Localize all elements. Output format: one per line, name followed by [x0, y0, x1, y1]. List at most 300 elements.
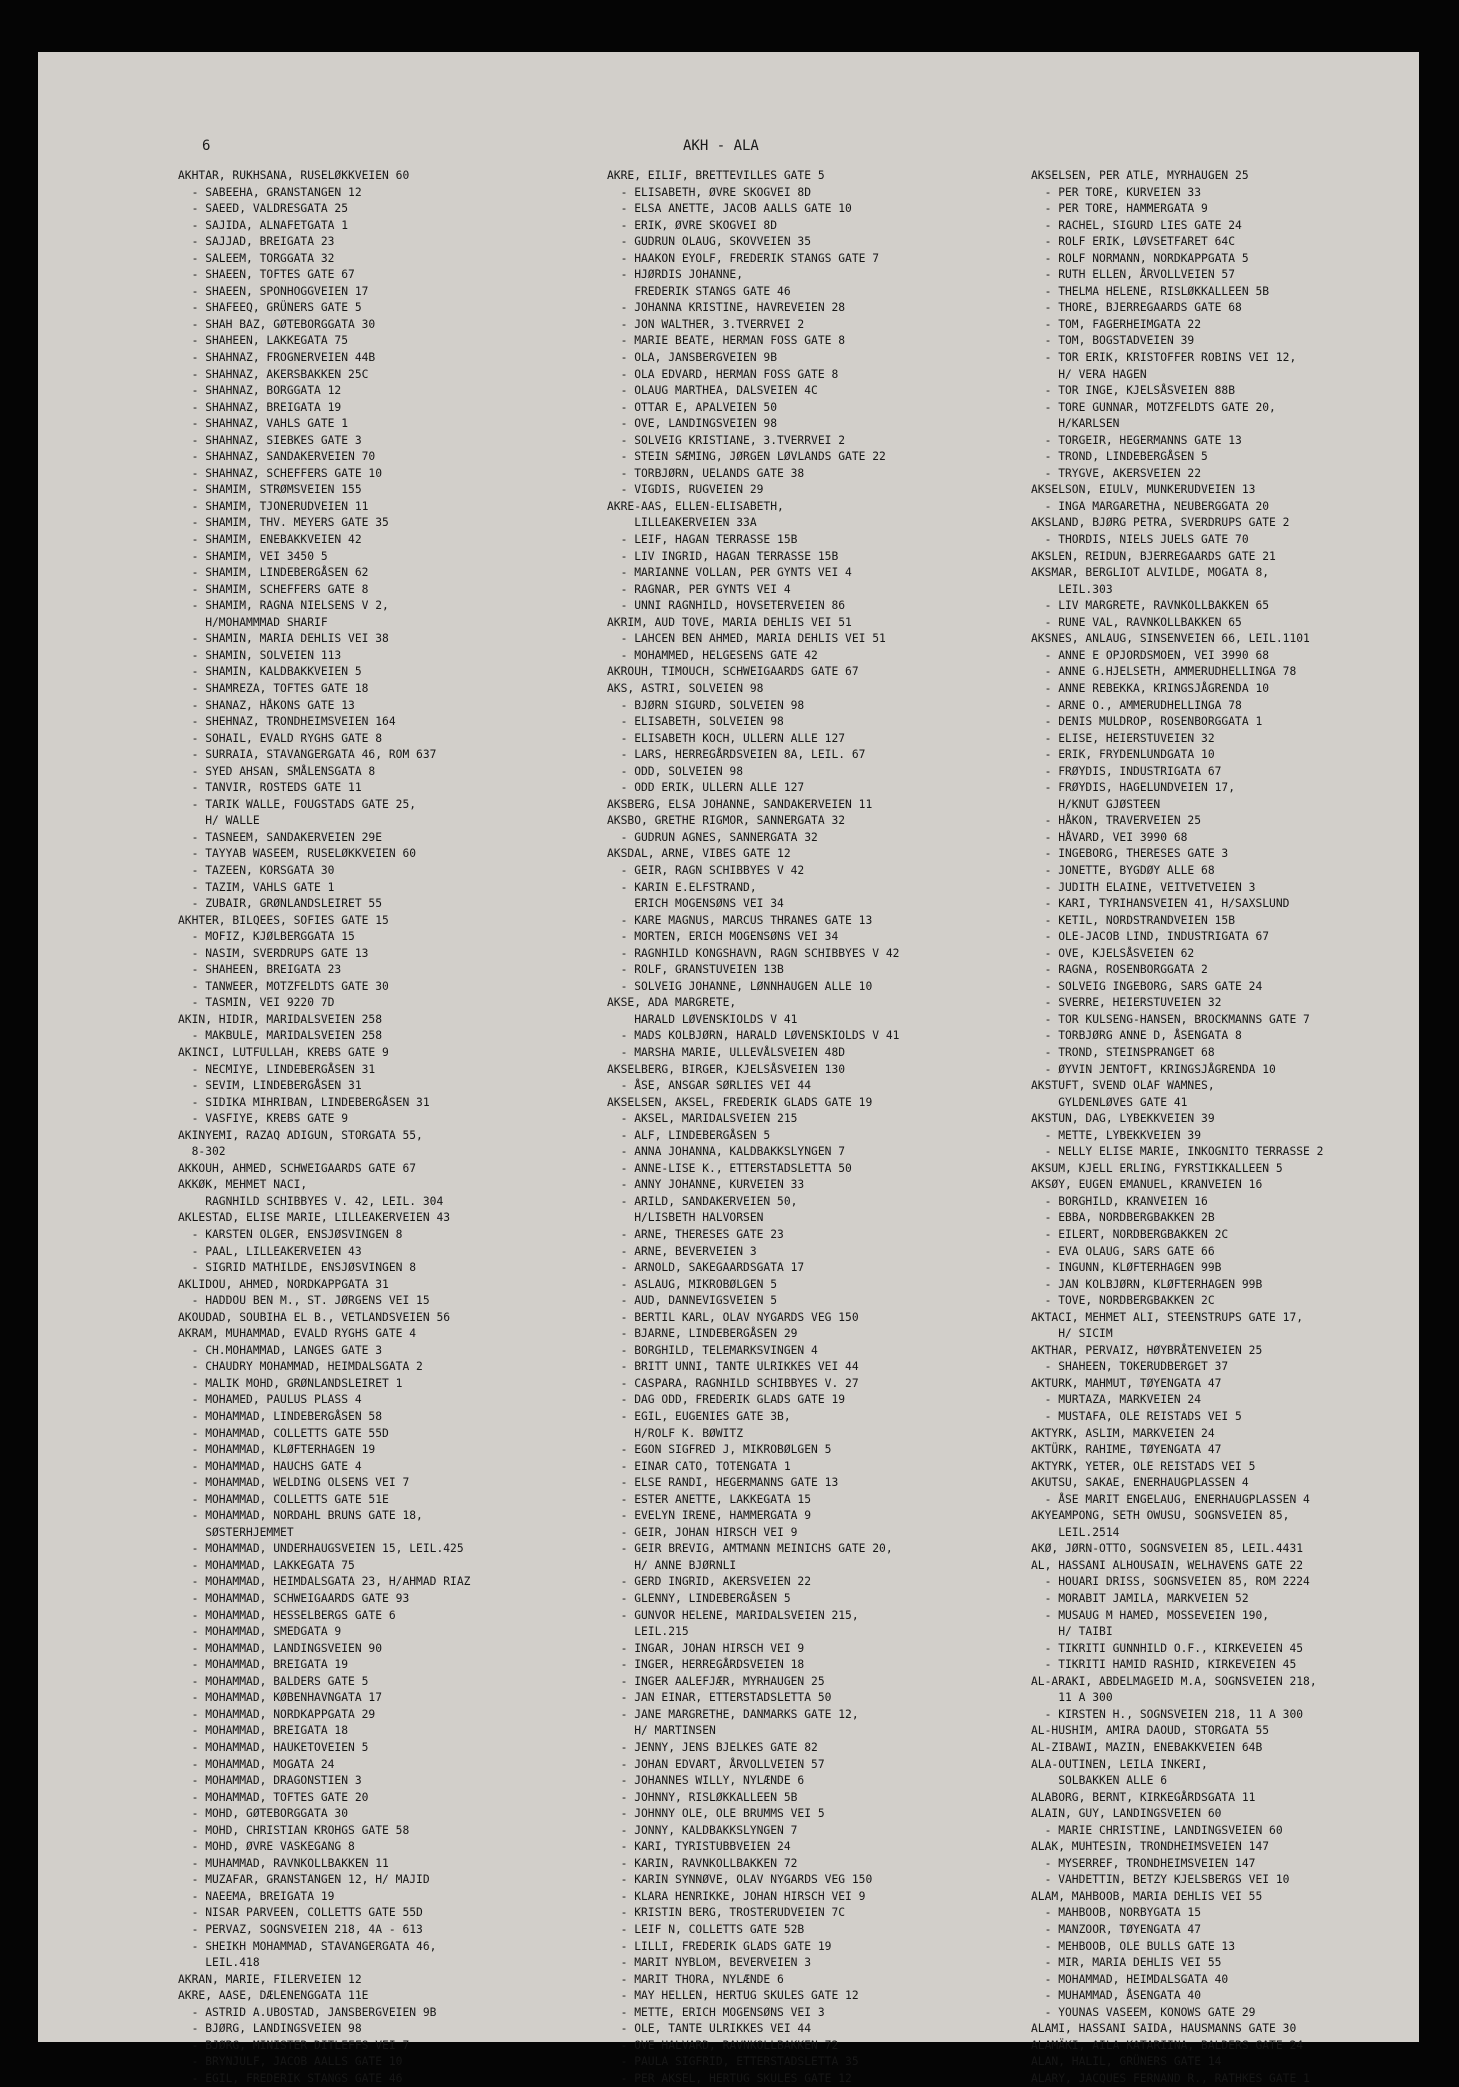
- directory-column-2: [607, 168, 899, 2087]
- page-number: 6: [202, 138, 211, 154]
- directory-entry: - SHAMIM, SCHEFFERS GATE 8: [178, 582, 369, 596]
- directory-entry: - RAGNHILD KONGSHAVN, RAGN SCHIBBYES V 42: [607, 946, 900, 960]
- directory-entry: - TORE GUNNAR, MOTZFELDTS GATE 20,: [1031, 400, 1276, 414]
- directory-entry: - MOHAMMAD, HEIMDALSGATA 23, H/AHMAD RIAZ: [178, 1575, 471, 1589]
- directory-entry: - SOLVEIG INGEBORG, SARS GATE 24: [1031, 979, 1263, 993]
- directory-entry: AKSMAR, BERGLIOT ALVILDE, MOGATA 8,: [1031, 566, 1270, 580]
- directory-entry: - SYED AHSAN, SMÅLENSGATA 8: [178, 764, 376, 778]
- directory-entry: 11 A 300: [1031, 1691, 1113, 1705]
- directory-entry: - ASTRID A.UBOSTAD, JANSBERGVEIEN 9B: [178, 2005, 437, 2019]
- directory-entry: - LIV MARGRETE, RAVNKOLLBAKKEN 65: [1031, 599, 1270, 613]
- directory-entry: - MOHAMMAD, LAKKEGATA 75: [178, 1558, 355, 1572]
- directory-entry: - LEIF N, COLLETTS GATE 52B: [607, 1922, 805, 1936]
- directory-entry: - MOHAMMAD, HEIMDALSGATA 40: [1031, 1972, 1229, 1986]
- directory-entry: - TAZEEN, KORSGATA 30: [178, 863, 335, 877]
- directory-entry: - THORDIS, NIELS JUELS GATE 70: [1031, 533, 1249, 547]
- directory-entry: - MOFIZ, KJØLBERGGATA 15: [178, 930, 355, 944]
- directory-entry: - MURTAZA, MARKVEIEN 24: [1031, 1393, 1202, 1407]
- directory-entry: - PAAL, LILLEAKERVEIEN 43: [178, 1244, 362, 1258]
- directory-entry: - TOR ERIK, KRISTOFFER ROBINS VEI 12,: [1031, 351, 1297, 365]
- directory-entry: - HAAKON EYOLF, FREDERIK STANGS GATE 7: [607, 251, 880, 265]
- directory-entry: - NISAR PARVEEN, COLLETTS GATE 55D: [178, 1906, 423, 1920]
- directory-entry: - JONETTE, BYGDØY ALLE 68: [1031, 863, 1215, 877]
- directory-entry: - MAHBOOB, NORBYGATA 15: [1031, 1906, 1202, 1920]
- directory-entry: - MOHAMMAD, SCHWEIGAARDS GATE 93: [178, 1592, 410, 1606]
- directory-entry: - KARIN, RAVNKOLLBAKKEN 72: [607, 1856, 798, 1870]
- directory-entry: - MUSAUG M HAMED, MOSSEVEIEN 190,: [1031, 1608, 1270, 1622]
- directory-entry: - THORE, BJERREGAARDS GATE 68: [1031, 301, 1242, 315]
- directory-entry: AKLESTAD, ELISE MARIE, LILLEAKERVEIEN 43: [178, 1211, 451, 1225]
- directory-entry: - MOHD, ØVRE VASKEGANG 8: [178, 1840, 355, 1854]
- directory-entry: AKOUDAD, SOUBIHA EL B., VETLANDSVEIEN 56: [178, 1310, 451, 1324]
- directory-entry: - MARIE BEATE, HERMAN FOSS GATE 8: [607, 334, 846, 348]
- directory-entry: - MAY HELLEN, HERTUG SKULES GATE 12: [607, 1989, 859, 2003]
- directory-entry: - PERVAZ, SOGNSVEIEN 218, 4A - 613: [178, 1922, 423, 1936]
- directory-entry: - JOHANNES WILLY, NYLÆNDE 6: [607, 1774, 805, 1788]
- directory-entry: AKTACI, MEHMET ALI, STEENSTRUPS GATE 17,: [1031, 1310, 1304, 1324]
- directory-entry: - SHAEEN, TOFTES GATE 67: [178, 268, 355, 282]
- directory-entry: - RACHEL, SIGURD LIES GATE 24: [1031, 218, 1242, 232]
- directory-entry: AKTYRK, ASLIM, MARKVEIEN 24: [1031, 1426, 1215, 1440]
- directory-entry: - MORTEN, ERICH MOGENSØNS VEI 34: [607, 930, 839, 944]
- directory-entry: - YOUNAS VASEEM, KONOWS GATE 29: [1031, 2005, 1256, 2019]
- directory-entry: - SHAHEEN, BREIGATA 23: [178, 963, 342, 977]
- directory-entry: AKSBERG, ELSA JOHANNE, SANDAKERVEIEN 11: [607, 797, 873, 811]
- directory-entry: - SHAMREZA, TOFTES GATE 18: [178, 681, 369, 695]
- directory-entry: AL-HUSHIM, AMIRA DAOUD, STORGATA 55: [1031, 1724, 1270, 1738]
- directory-entry: ALAIN, GUY, LANDINGSVEIEN 60: [1031, 1807, 1222, 1821]
- directory-entry: - MARIANNE VOLLAN, PER GYNTS VEI 4: [607, 566, 852, 580]
- directory-entry: - ARILD, SANDAKERVEIEN 50,: [607, 1194, 798, 1208]
- directory-entry: ALARY, JACQUES FERNAND R., RATHKES GATE 1: [1031, 2071, 1310, 2085]
- directory-entry: H/ SICIM: [1031, 1327, 1113, 1341]
- directory-entry: - ALF, LINDEBERGÅSEN 5: [607, 1128, 771, 1142]
- directory-entry: - TIKRITI GUNNHILD O.F., KIRKEVEIEN 45: [1031, 1641, 1304, 1655]
- directory-entry: - ERIK, ØVRE SKOGVEI 8D: [607, 218, 778, 232]
- directory-entry: SOLBAKKEN ALLE 6: [1031, 1774, 1168, 1788]
- directory-entry: - LIV INGRID, HAGAN TERRASSE 15B: [607, 549, 839, 563]
- directory-entry: - TOM, FAGERHEIMGATA 22: [1031, 317, 1202, 331]
- directory-entry: - GEIR, RAGN SCHIBBYES V 42: [607, 863, 805, 877]
- directory-entry: - MEHBOOB, OLE BULLS GATE 13: [1031, 1939, 1236, 1953]
- directory-entry: - MUSTAFA, OLE REISTADS VEI 5: [1031, 1410, 1242, 1424]
- directory-entry: - HADDOU BEN M., ST. JØRGENS VEI 15: [178, 1294, 430, 1308]
- directory-entry: - SHAHNAZ, SCHEFFERS GATE 10: [178, 466, 383, 480]
- directory-entry: - PER AKSEL, HERTUG SKULES GATE 12: [607, 2071, 852, 2085]
- directory-entry: - SHAHNAZ, VAHLS GATE 1: [178, 417, 349, 431]
- directory-entry: - SOHAIL, EVALD RYGHS GATE 8: [178, 731, 383, 745]
- directory-entry: - KLARA HENRIKKE, JOHAN HIRSCH VEI 9: [607, 1889, 866, 1903]
- directory-entry: - NAEEMA, BREIGATA 19: [178, 1889, 335, 1903]
- directory-entry: - TORGEIR, HEGERMANNS GATE 13: [1031, 433, 1242, 447]
- directory-entry: - ANNE-LISE K., ETTERSTADSLETTA 50: [607, 1161, 852, 1175]
- directory-entry: - JOHNNY OLE, OLE BRUMMS VEI 5: [607, 1807, 825, 1821]
- directory-entry: - TIKRITI HAMID RASHID, KIRKEVEIEN 45: [1031, 1658, 1297, 1672]
- directory-entry: H/ VERA HAGEN: [1031, 367, 1147, 381]
- directory-entry: - GLENNY, LINDEBERGÅSEN 5: [607, 1592, 791, 1606]
- directory-entry: - ÅSE MARIT ENGELAUG, ENERHAUGPLASSEN 4: [1031, 1492, 1310, 1506]
- directory-entry: GYLDENLØVES GATE 41: [1031, 1095, 1188, 1109]
- directory-entry: - ASLAUG, MIKROBØLGEN 5: [607, 1277, 778, 1291]
- directory-entry: H/LISBETH HALVORSEN: [607, 1211, 764, 1225]
- page-sheet: [38, 52, 1419, 2085]
- directory-entry: H/KARLSEN: [1031, 417, 1120, 431]
- directory-entry: - GERD INGRID, AKERSVEIEN 22: [607, 1575, 812, 1589]
- directory-entry: - EGON SIGFRED J, MIKROBØLGEN 5: [607, 1443, 832, 1457]
- directory-entry: - MOHAMMAD, DRAGONSTIEN 3: [178, 1774, 362, 1788]
- directory-entry: - OLE, TANTE ULRIKKES VEI 44: [607, 2022, 812, 2036]
- directory-entry: - BRYNJULF, JACOB AALLS GATE 10: [178, 2055, 403, 2069]
- directory-entry: RAGNHILD SCHIBBYES V. 42, LEIL. 304: [178, 1194, 444, 1208]
- directory-entry: - ELISABETH, SOLVEIEN 98: [607, 715, 784, 729]
- directory-entry: - TROND, STEINSPRANGET 68: [1031, 1045, 1215, 1059]
- directory-entry: - BERTIL KARL, OLAV NYGARDS VEG 150: [607, 1310, 859, 1324]
- directory-entry: - ROLF, GRANSTUVEIEN 13B: [607, 963, 784, 977]
- directory-entry: - ODD, SOLVEIEN 98: [607, 764, 744, 778]
- directory-entry: - TORBJØRG ANNE D, ÅSENGATA 8: [1031, 1029, 1242, 1043]
- directory-entry: AKSELBERG, BIRGER, KJELSÅSVEIEN 130: [607, 1062, 846, 1076]
- running-header: AKH - ALA: [683, 138, 759, 154]
- directory-entry: - TAYYAB WASEEM, RUSELØKKVEIEN 60: [178, 847, 417, 861]
- directory-entry: - KARI, TYRIHANSVEIEN 41, H/SAXSLUND: [1031, 897, 1290, 911]
- directory-entry: - TRYGVE, AKERSVEIEN 22: [1031, 466, 1202, 480]
- directory-entry: - SHAHNAZ, BREIGATA 19: [178, 400, 342, 414]
- directory-column-1: [178, 168, 470, 2087]
- directory-entry: - ARNE, BEVERVEIEN 3: [607, 1244, 757, 1258]
- directory-entry: - EINAR CATO, TOTENGATA 1: [607, 1459, 791, 1473]
- directory-entry: - JENNY, JENS BJELKES GATE 82: [607, 1740, 818, 1754]
- directory-entry: - KETIL, NORDSTRANDVEIEN 15B: [1031, 913, 1236, 927]
- directory-entry: - JOHAN EDVART, ÅRVOLLVEIEN 57: [607, 1757, 825, 1771]
- directory-entry: - TOM, BOGSTADVEIEN 39: [1031, 334, 1195, 348]
- directory-entry: - TANWEER, MOTZFELDTS GATE 30: [178, 979, 389, 993]
- directory-entry: - OLAUG MARTHEA, DALSVEIEN 4C: [607, 384, 818, 398]
- directory-entry: - ROLF ERIK, LØVSETFARET 64C: [1031, 235, 1236, 249]
- directory-entry: - CH.MOHAMMAD, LANGES GATE 3: [178, 1343, 383, 1357]
- directory-entry: - MARIE CHRISTINE, LANDINGSVEIEN 60: [1031, 1823, 1283, 1837]
- directory-entry: - UNNI RAGNHILD, HOVSETERVEIEN 86: [607, 599, 846, 613]
- directory-entry: - SHAMIM, ENEBAKKVEIEN 42: [178, 533, 362, 547]
- directory-entry: AKINCI, LUTFULLAH, KREBS GATE 9: [178, 1045, 389, 1059]
- directory-entry: - MOHAMMAD, NORDKAPPGATA 29: [178, 1707, 376, 1721]
- directory-entry: - TOR KULSENG-HANSEN, BROCKMANNS GATE 7: [1031, 1012, 1310, 1026]
- directory-entry: AL-ARAKI, ABDELMAGEID M.A, SOGNSVEIEN 218,: [1031, 1674, 1317, 1688]
- directory-entry: - ANNE E OPJORDSMOEN, VEI 3990 68: [1031, 648, 1270, 662]
- directory-entry: AKRAN, MARIE, FILERVEIEN 12: [178, 1972, 362, 1986]
- directory-entry: - SAEED, VALDRESGATA 25: [178, 202, 349, 216]
- directory-entry: - OLE-JACOB LIND, INDUSTRIGATA 67: [1031, 930, 1270, 944]
- directory-entry: - MOHAMMAD, SMEDGATA 9: [178, 1625, 342, 1639]
- directory-entry: - VASFIYE, KREBS GATE 9: [178, 1112, 349, 1126]
- directory-entry: - ØYVIN JENTOFT, KRINGSJÅGRENDA 10: [1031, 1062, 1276, 1076]
- directory-entry: AKKØK, MEHMET NACI,: [178, 1178, 308, 1192]
- directory-entry: - MIR, MARIA DEHLIS VEI 55: [1031, 1956, 1222, 1970]
- directory-entry: - ELISE, HEIERSTUVEIEN 32: [1031, 731, 1215, 745]
- directory-entry: - INGUNN, KLØFTERHAGEN 99B: [1031, 1261, 1222, 1275]
- directory-entry: - SHAHNAZ, AKERSBAKKEN 25C: [178, 367, 369, 381]
- directory-entry: - SHAFEEQ, GRÜNERS GATE 5: [178, 301, 362, 315]
- directory-entry: H/ MARTINSEN: [607, 1724, 716, 1738]
- directory-entry: - MUHAMMAD, ÅSENGATA 40: [1031, 1989, 1202, 2003]
- directory-entry: - STEIN SÆMING, JØRGEN LØVLANDS GATE 22: [607, 450, 886, 464]
- directory-entry: - SAJJAD, BREIGATA 23: [178, 235, 335, 249]
- directory-entry: - INGA MARGARETHA, NEUBERGGATA 20: [1031, 499, 1270, 513]
- directory-entry: AKSØY, EUGEN EMANUEL, KRANVEIEN 16: [1031, 1178, 1263, 1192]
- directory-entry: - LEIF, HAGAN TERRASSE 15B: [607, 533, 798, 547]
- directory-entry: AKSLAND, BJØRG PETRA, SVERDRUPS GATE 2: [1031, 516, 1290, 530]
- directory-entry: - GEIR, JOHAN HIRSCH VEI 9: [607, 1525, 798, 1539]
- directory-entry: - SHAH BAZ, GØTEBORGGATA 30: [178, 317, 376, 331]
- directory-entry: - MARIT THORA, NYLÆNDE 6: [607, 1972, 784, 1986]
- directory-entry: ERICH MOGENSØNS VEI 34: [607, 897, 784, 911]
- directory-entry: - MOHAMMAD, LANDINGSVEIEN 90: [178, 1641, 383, 1655]
- directory-entry: H/ROLF K. BØWITZ: [607, 1426, 744, 1440]
- directory-entry: - ARNOLD, SAKEGAARDSGATA 17: [607, 1261, 805, 1275]
- directory-entry: - EGIL, EUGENIES GATE 3B,: [607, 1410, 791, 1424]
- directory-entry: - ZUBAIR, GRØNLANDSLEIRET 55: [178, 897, 383, 911]
- directory-entry: AKIN, HIDIR, MARIDALSVEIEN 258: [178, 1012, 383, 1026]
- directory-entry: - SHAMIM, VEI 3450 5: [178, 549, 328, 563]
- directory-entry: H/KNUT GJØSTEEN: [1031, 797, 1161, 811]
- directory-entry: - TAZIM, VAHLS GATE 1: [178, 880, 335, 894]
- directory-entry: - SOLVEIG JOHANNE, LØNNHAUGEN ALLE 10: [607, 979, 873, 993]
- directory-entry: AKSDAL, ARNE, VIBES GATE 12: [607, 847, 791, 861]
- directory-entry: - SALEEM, TORGGATA 32: [178, 251, 335, 265]
- directory-entry: - KARIN SYNNØVE, OLAV NYGARDS VEG 150: [607, 1873, 873, 1887]
- directory-entry: - OVE, LANDINGSVEIEN 98: [607, 417, 778, 431]
- directory-entry: - BORGHILD, TELEMARKSVINGEN 4: [607, 1343, 818, 1357]
- directory-entry: AKLIDOU, AHMED, NORDKAPPGATA 31: [178, 1277, 389, 1291]
- directory-entry: - RAGNAR, PER GYNTS VEI 4: [607, 582, 791, 596]
- directory-entry: - SOLVEIG KRISTIANE, 3.TVERRVEI 2: [607, 433, 846, 447]
- directory-entry: - KRISTIN BERG, TROSTERUDVEIEN 7C: [607, 1906, 846, 1920]
- directory-entry: - SHAMIN, MARIA DEHLIS VEI 38: [178, 632, 389, 646]
- directory-entry: - SAJIDA, ALNAFETGATA 1: [178, 218, 349, 232]
- directory-entry: - TANVIR, ROSTEDS GATE 11: [178, 781, 362, 795]
- directory-entry: AKSBO, GRETHE RIGMOR, SANNERGATA 32: [607, 814, 846, 828]
- directory-entry: AKSNES, ANLAUG, SINSENVEIEN 66, LEIL.1101: [1031, 632, 1310, 646]
- directory-entry: AKSLEN, REIDUN, BJERREGAARDS GATE 21: [1031, 549, 1276, 563]
- directory-entry: LEIL.418: [178, 1956, 260, 1970]
- directory-entry: - OLA, JANSBERGVEIEN 9B: [607, 351, 778, 365]
- directory-entry: - MOHAMMAD, UNDERHAUGSVEIEN 15, LEIL.425: [178, 1542, 464, 1556]
- directory-entry: - EVELYN IRENE, HAMMERGATA 9: [607, 1509, 812, 1523]
- directory-entry: LEIL.2514: [1031, 1525, 1120, 1539]
- directory-entry: - MYSERREF, TRONDHEIMSVEIEN 147: [1031, 1856, 1256, 1870]
- directory-entry: - METTE, LYBEKKVEIEN 39: [1031, 1128, 1202, 1142]
- directory-entry: AL-ZIBAWI, MAZIN, ENEBAKKVEIEN 64B: [1031, 1740, 1263, 1754]
- directory-entry: - MOHAMMAD, NORDAHL BRUNS GATE 18,: [178, 1509, 423, 1523]
- directory-entry: - SHEIKH MOHAMMAD, STAVANGERGATA 46,: [178, 1939, 437, 1953]
- directory-entry: - DAG ODD, FREDERIK GLADS GATE 19: [607, 1393, 846, 1407]
- directory-entry: - MOHAMMAD, KØBENHAVNGATA 17: [178, 1691, 383, 1705]
- directory-entry: - OLA EDVARD, HERMAN FOSS GATE 8: [607, 367, 839, 381]
- directory-entry: - SVERRE, HEIERSTUVEIEN 32: [1031, 996, 1222, 1010]
- directory-entry: - RAGNA, ROSENBORGGATA 2: [1031, 963, 1208, 977]
- directory-entry: - JOHANNA KRISTINE, HAVREVEIEN 28: [607, 301, 846, 315]
- directory-entry: - MOHAMED, PAULUS PLASS 4: [178, 1393, 362, 1407]
- directory-entry: - RUNE VAL, RAVNKOLLBAKKEN 65: [1031, 615, 1242, 629]
- directory-entry: AKSELSEN, AKSEL, FREDERIK GLADS GATE 19: [607, 1095, 873, 1109]
- directory-entry: AKTHAR, PERVAIZ, HØYBRÅTENVEIEN 25: [1031, 1343, 1263, 1357]
- directory-entry: - ANNE REBEKKA, KRINGSJÅGRENDA 10: [1031, 681, 1270, 695]
- directory-entry: AKSELSEN, PER ATLE, MYRHAUGEN 25: [1031, 169, 1249, 182]
- directory-entry: - JAN EINAR, ETTERSTADSLETTA 50: [607, 1691, 832, 1705]
- directory-entry: FREDERIK STANGS GATE 46: [607, 284, 791, 298]
- directory-entry: AKØ, JØRN-OTTO, SOGNSVEIEN 85, LEIL.4431: [1031, 1542, 1304, 1556]
- directory-entry: - KARIN E.ELFSTRAND,: [607, 880, 757, 894]
- directory-entry: - GUDRUN AGNES, SANNERGATA 32: [607, 830, 818, 844]
- directory-entry: - CASPARA, RAGNHILD SCHIBBYES V. 27: [607, 1376, 859, 1390]
- directory-entry: - INGER, HERREGÅRDSVEIEN 18: [607, 1658, 805, 1672]
- directory-entry: - INGER AALEFJÆR, MYRHAUGEN 25: [607, 1674, 825, 1688]
- directory-entry: - SHAHNAZ, SIEBKES GATE 3: [178, 433, 362, 447]
- directory-entry: - ROLF NORMANN, NORDKAPPGATA 5: [1031, 251, 1249, 265]
- directory-entry: - ERIK, FRYDENLUNDGATA 10: [1031, 748, 1215, 762]
- directory-entry: AKSTUFT, SVEND OLAF WAMNES,: [1031, 1079, 1215, 1093]
- directory-entry: - MORABIT JAMILA, MARKVEIEN 52: [1031, 1592, 1249, 1606]
- directory-entry: AKRIM, AUD TOVE, MARIA DEHLIS VEI 51: [607, 615, 852, 629]
- directory-entry: ALAMÄKI, AILA KATARIINA, BALDERS GATE 24: [1031, 2038, 1304, 2052]
- directory-entry: - BORGHILD, KRANVEIEN 16: [1031, 1194, 1208, 1208]
- directory-entry: - INGEBORG, THERESES GATE 3: [1031, 847, 1229, 861]
- directory-entry: - KARI, TYRISTUBBVEIEN 24: [607, 1840, 791, 1854]
- directory-entry: - SHAHNAZ, FROGNERVEIEN 44B: [178, 351, 376, 365]
- directory-entry: - JONNY, KALDBAKKSLYNGEN 7: [607, 1823, 798, 1837]
- directory-entry: - EILERT, NORDBERGBAKKEN 2C: [1031, 1228, 1229, 1241]
- directory-entry: AKHTAR, RUKHSANA, RUSELØKKVEIEN 60: [178, 169, 410, 182]
- directory-entry: - SHAHEEN, TOKERUDBERGET 37: [1031, 1360, 1229, 1374]
- directory-entry: - SHAMIM, THV. MEYERS GATE 35: [178, 516, 389, 530]
- directory-entry: - TORBJØRN, UELANDS GATE 38: [607, 466, 805, 480]
- directory-entry: SØSTERHJEMMET: [178, 1525, 294, 1539]
- directory-entry: - TARIK WALLE, FOUGSTADS GATE 25,: [178, 797, 417, 811]
- directory-entry: - ODD ERIK, ULLERN ALLE 127: [607, 781, 805, 795]
- directory-entry: AKHTER, BILQEES, SOFIES GATE 15: [178, 913, 389, 927]
- directory-entry: - GUNVOR HELENE, MARIDALSVEIEN 215,: [607, 1608, 859, 1622]
- directory-entry: - DENIS MULDROP, ROSENBORGGATA 1: [1031, 715, 1263, 729]
- directory-entry: - MADS KOLBJØRN, HARALD LØVENSKIOLDS V 41: [607, 1029, 900, 1043]
- directory-entry: H/ WALLE: [178, 814, 260, 828]
- directory-entry: - EVA OLAUG, SARS GATE 66: [1031, 1244, 1215, 1258]
- directory-entry: - SABEEHA, GRANSTANGEN 12: [178, 185, 362, 199]
- directory-entry: - MOHAMMED, HELGESENS GATE 42: [607, 648, 818, 662]
- directory-entry: - JUDITH ELAINE, VEITVETVEIEN 3: [1031, 880, 1256, 894]
- directory-entry: - MOHAMMAD, BALDERS GATE 5: [178, 1674, 369, 1688]
- directory-entry: - SEVIM, LINDEBERGÅSEN 31: [178, 1079, 362, 1093]
- directory-entry: - MOHAMMAD, MOGATA 24: [178, 1757, 335, 1771]
- directory-entry: - PER TORE, KURVEIEN 33: [1031, 185, 1202, 199]
- directory-entry: - MOHAMMAD, COLLETTS GATE 55D: [178, 1426, 389, 1440]
- directory-entry: - EGIL, FREDERIK STANGS GATE 46: [178, 2071, 403, 2085]
- directory-entry: - MOHAMMAD, HESSELBERGS GATE 6: [178, 1608, 396, 1622]
- directory-entry: AKTÜRK, RAHIME, TØYENGATA 47: [1031, 1443, 1222, 1457]
- directory-entry: - TOVE, NORDBERGBAKKEN 2C: [1031, 1294, 1215, 1308]
- directory-entry: AKRE, EILIF, BRETTEVILLES GATE 5: [607, 169, 825, 182]
- directory-entry: - KARSTEN OLGER, ENSJØSVINGEN 8: [178, 1228, 403, 1241]
- directory-entry: - MOHAMMAD, LINDEBERGÅSEN 58: [178, 1410, 383, 1424]
- directory-entry: LEIL.215: [607, 1625, 689, 1639]
- directory-entry: - ELSE RANDI, HEGERMANNS GATE 13: [607, 1476, 839, 1490]
- directory-entry: - SHAMIM, RAGNA NIELSENS V 2,: [178, 599, 389, 613]
- directory-entry: - ANNY JOHANNE, KURVEIEN 33: [607, 1178, 805, 1192]
- directory-entry: - ELISABETH KOCH, ULLERN ALLE 127: [607, 731, 846, 745]
- directory-entry: - KARE MAGNUS, MARCUS THRANES GATE 13: [607, 913, 873, 927]
- directory-entry: ALAK, MUHTESIN, TRONDHEIMSVEIEN 147: [1031, 1840, 1270, 1854]
- directory-entry: AKSELSON, EIULV, MUNKERUDVEIEN 13: [1031, 483, 1256, 497]
- directory-entry: - MOHAMMAD, BREIGATA 18: [178, 1724, 349, 1738]
- directory-entry: - SHAEEN, SPONHOGGVEIEN 17: [178, 284, 369, 298]
- directory-entry: - VAHDETTIN, BETZY KJELSBERGS VEI 10: [1031, 1873, 1290, 1887]
- directory-entry: AKYEAMPONG, SETH OWUSU, SOGNSVEIEN 85,: [1031, 1509, 1290, 1523]
- directory-entry: - MOHAMMAD, BREIGATA 19: [178, 1658, 349, 1672]
- directory-entry: - OVE HALVARD, RAVNKOLLBAKKEN 72: [607, 2038, 839, 2052]
- directory-entry: - MARSHA MARIE, ULLEVÅLSVEIEN 48D: [607, 1045, 846, 1059]
- directory-entry: - HÅVARD, VEI 3990 68: [1031, 830, 1188, 844]
- directory-column-3: [1031, 168, 1323, 2087]
- directory-entry: - VIGDIS, RUGVEIEN 29: [607, 483, 764, 497]
- directory-entry: ALAM, MAHBOOB, MARIA DEHLIS VEI 55: [1031, 1889, 1263, 1903]
- directory-entry: - GEIR BREVIG, AMTMANN MEINICHS GATE 20,: [607, 1542, 893, 1556]
- directory-entry: - ELISABETH, ØVRE SKOGVEI 8D: [607, 185, 812, 199]
- directory-entry: - FRØYDIS, HAGELUNDVEIEN 17,: [1031, 781, 1236, 795]
- directory-entry: AKRE, AASE, DÆLENENGGATA 11E: [178, 1989, 369, 2003]
- directory-entry: - MOHAMMAD, COLLETTS GATE 51E: [178, 1492, 389, 1506]
- directory-entry: - NASIM, SVERDRUPS GATE 13: [178, 946, 369, 960]
- directory-entry: - LARS, HERREGÅRDSVEIEN 8A, LEIL. 67: [607, 748, 866, 762]
- directory-entry: - SHAMIM, STRØMSVEIEN 155: [178, 483, 362, 497]
- directory-entry: ALABORG, BERNT, KIRKEGÅRDSGATA 11: [1031, 1790, 1256, 1804]
- directory-entry: - METTE, ERICH MOGENSØNS VEI 3: [607, 2005, 825, 2019]
- directory-entry: - BJØRG, MINISTER DITLEFFS VEI 7: [178, 2038, 410, 2052]
- directory-entry: - MOHAMMAD, HAUKETOVEIEN 5: [178, 1740, 369, 1754]
- directory-entry: - SHAMIM, TJONERUDVEIEN 11: [178, 499, 369, 513]
- directory-entry: - HJØRDIS JOHANNE,: [607, 268, 744, 282]
- directory-entry: - SHAHNAZ, BORGGATA 12: [178, 384, 342, 398]
- directory-entry: LEIL.303: [1031, 582, 1113, 596]
- directory-entry: - JAN KOLBJØRN, KLØFTERHAGEN 99B: [1031, 1277, 1263, 1291]
- directory-entry: - ARNE, THERESES GATE 23: [607, 1228, 784, 1241]
- directory-entry: - ÅSE, ANSGAR SØRLIES VEI 44: [607, 1079, 812, 1093]
- directory-entry: - MOHD, CHRISTIAN KROHGS GATE 58: [178, 1823, 410, 1837]
- directory-entry: - ANNA JOHANNA, KALDBAKKSLYNGEN 7: [607, 1145, 846, 1159]
- directory-entry: - SHAHEEN, LAKKEGATA 75: [178, 334, 349, 348]
- directory-entry: ALA-OUTINEN, LEILA INKERI,: [1031, 1757, 1208, 1771]
- directory-entry: - SHAHNAZ, SANDAKERVEIEN 70: [178, 450, 376, 464]
- directory-entry: - HÅKON, TRAVERVEIEN 25: [1031, 814, 1202, 828]
- directory-entry: LILLEAKERVEIEN 33A: [607, 516, 757, 530]
- directory-entry: - SHANAZ, HÅKONS GATE 13: [178, 698, 355, 712]
- directory-entry: - THELMA HELENE, RISLØKKALLEEN 5B: [1031, 284, 1270, 298]
- directory-entry: AKKOUH, AHMED, SCHWEIGAARDS GATE 67: [178, 1161, 417, 1175]
- directory-entry: - SIGRID MATHILDE, ENSJØSVINGEN 8: [178, 1261, 417, 1275]
- directory-entry: - MARIT NYBLOM, BEVERVEIEN 3: [607, 1956, 812, 1970]
- directory-entry: - PAULA SIGFRID, ETTERSTADSLETTA 35: [607, 2055, 859, 2069]
- directory-entry: - MUZAFAR, GRANSTANGEN 12, H/ MAJID: [178, 1873, 430, 1887]
- directory-entry: - MOHAMMAD, TOFTES GATE 20: [178, 1790, 369, 1804]
- directory-entry: - MALIK MOHD, GRØNLANDSLEIRET 1: [178, 1376, 403, 1390]
- directory-entry: AKSTUN, DAG, LYBEKKVEIEN 39: [1031, 1112, 1215, 1126]
- directory-entry: - MOHAMMAD, KLØFTERHAGEN 19: [178, 1443, 376, 1457]
- directory-entry: H/MOHAMMMAD SHARIF: [178, 615, 328, 629]
- directory-entry: - SURRAIA, STAVANGERGATA 46, ROM 637: [178, 748, 437, 762]
- directory-entry: - MOHD, GØTEBORGGATA 30: [178, 1807, 349, 1821]
- directory-entry: AKRAM, MUHAMMAD, EVALD RYGHS GATE 4: [178, 1327, 417, 1341]
- directory-entry: - BJARNE, LINDEBERGÅSEN 29: [607, 1327, 798, 1341]
- directory-entry: - MUHAMMAD, RAVNKOLLBAKKEN 11: [178, 1856, 389, 1870]
- directory-entry: - MOHAMMAD, HAUCHS GATE 4: [178, 1459, 362, 1473]
- directory-entry: - CHAUDRY MOHAMMAD, HEIMDALSGATA 2: [178, 1360, 423, 1374]
